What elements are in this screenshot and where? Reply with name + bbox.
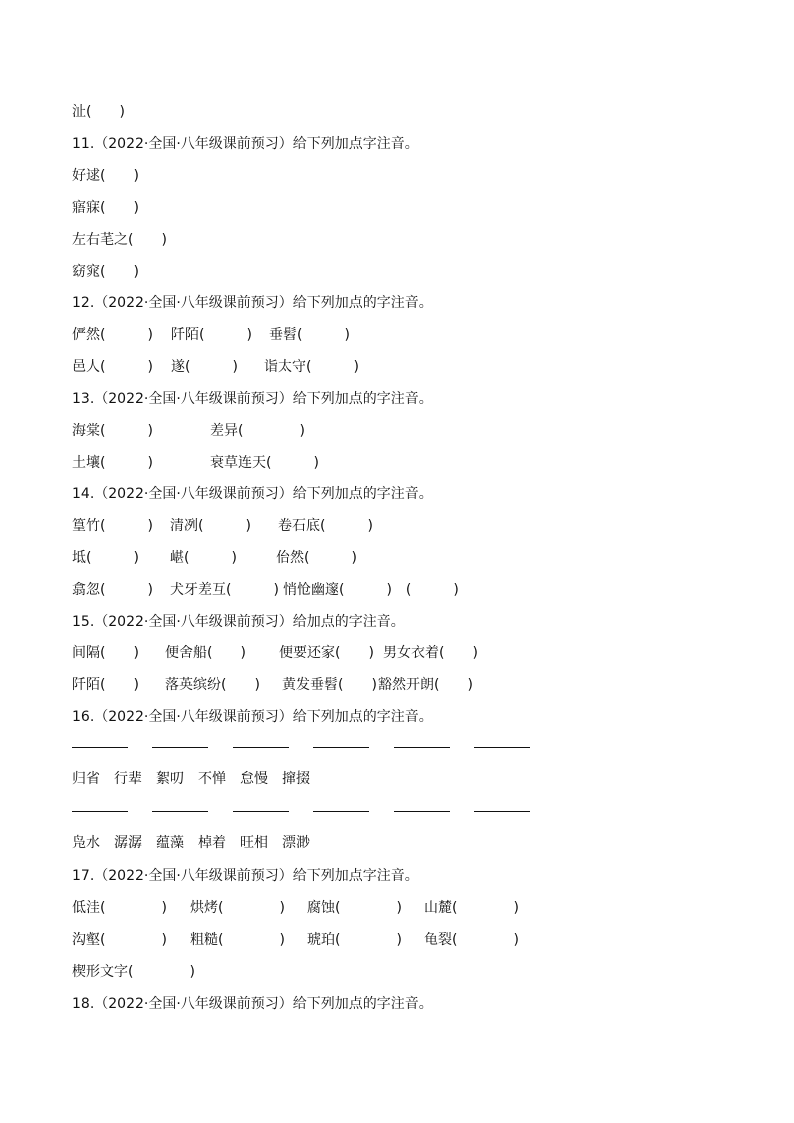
question-17 [72, 866, 419, 886]
word-row-1 [72, 769, 310, 789]
word-list: 归省 行辈 絮叨 不惮 怠慢 撺掇 [72, 771, 310, 787]
pinyin-item: 沟壑( ) [72, 932, 167, 948]
pinyin-item: 便要还家( ) [279, 645, 374, 661]
pinyin-item: 土壤( ) [72, 455, 153, 471]
question-heading: 17.（2022·全国·八年级课前预习）给下列加点字注音。 [72, 868, 419, 884]
answer-blank[interactable] [394, 811, 450, 812]
pinyin-item: 海棠( ) [72, 423, 153, 439]
answer-blank[interactable] [474, 811, 530, 812]
question-heading: 11.（2022·全国·八年级课前预习）给下列加点字注音。 [72, 136, 419, 152]
answer-blank[interactable] [72, 811, 128, 812]
answer-blank[interactable] [313, 747, 369, 748]
line-4 [72, 230, 167, 250]
pinyin-item: 烘烤( ) [190, 900, 285, 916]
answer-blank[interactable] [233, 747, 289, 748]
pinyin-item: 龟裂( ) [424, 932, 519, 948]
line-5 [72, 262, 139, 282]
text-line: 楔形文字( ) [72, 964, 195, 980]
line-8 [72, 357, 692, 377]
pinyin-item: 琥珀( ) [307, 932, 402, 948]
line-18 [72, 675, 712, 695]
text-line: 好逑( ) [72, 168, 139, 184]
pinyin-item: 清冽( ) [170, 518, 251, 534]
pinyin-item: 腐蚀( ) [307, 900, 402, 916]
line-11 [72, 453, 692, 473]
pinyin-item: 黄发垂髫( ) [282, 677, 377, 693]
text-line: 寤寐( ) [72, 200, 139, 216]
question-13 [72, 389, 433, 409]
pinyin-item: 低洼( ) [72, 900, 167, 916]
text-line: 左右芼之( ) [72, 232, 167, 248]
line-10 [72, 421, 692, 441]
pinyin-item: 男女衣着( ) [383, 645, 478, 661]
word-row-2 [72, 833, 310, 853]
pinyin-item: 嵁( ) [170, 550, 237, 566]
text-line: 窈窕( ) [72, 264, 139, 280]
line-14 [72, 548, 692, 568]
answer-blank[interactable] [72, 747, 128, 748]
pinyin-item: 阡陌( ) [72, 677, 139, 693]
pinyin-item: 悄怆幽邃( ) ( ) [283, 582, 459, 598]
line-17 [72, 643, 712, 663]
pinyin-item: 豁然开朗( ) [378, 677, 473, 693]
line-13 [72, 516, 692, 536]
answer-blank[interactable] [313, 811, 369, 812]
answer-blank[interactable] [394, 747, 450, 748]
question-heading: 14.（2022·全国·八年级课前预习）给下列加点的字注音。 [72, 486, 433, 502]
pinyin-item: 诣太守( ) [264, 359, 359, 375]
question-heading: 13.（2022·全国·八年级课前预习）给下列加点的字注音。 [72, 391, 433, 407]
pinyin-item: 衰草连天( ) [210, 455, 319, 471]
question-heading: 15.（2022·全国·八年级课前预习）给加点的字注音。 [72, 614, 405, 630]
pinyin-item: 佁然( ) [276, 550, 357, 566]
question-12 [72, 293, 433, 313]
pinyin-item: 俨然( ) [72, 327, 153, 343]
line-25 [72, 898, 712, 918]
blank-row-2 [72, 803, 542, 823]
line-2 [72, 166, 139, 186]
pinyin-item: 翕忽( ) [72, 582, 153, 598]
line-3 [72, 198, 139, 218]
line-26 [72, 930, 712, 950]
pinyin-item: 山麓( ) [424, 900, 519, 916]
line-27 [72, 962, 195, 982]
line-15 [72, 580, 692, 600]
question-16 [72, 707, 433, 727]
pinyin-item: 阡陌( ) [171, 327, 252, 343]
question-18 [72, 994, 433, 1014]
pinyin-item: 间隔( ) [72, 645, 139, 661]
question-15 [72, 612, 405, 632]
answer-blank[interactable] [474, 747, 530, 748]
question-11 [72, 134, 419, 154]
answer-blank[interactable] [233, 811, 289, 812]
text-line: 沚( ) [72, 104, 125, 120]
pinyin-item: 邑人( ) [72, 359, 153, 375]
line-0 [72, 102, 125, 122]
pinyin-item: 粗糙( ) [190, 932, 285, 948]
answer-blank[interactable] [152, 747, 208, 748]
pinyin-item: 遂( ) [171, 359, 238, 375]
pinyin-item: 差异( ) [210, 423, 305, 439]
question-heading: 18.（2022·全国·八年级课前预习）给下列加点的字注音。 [72, 996, 433, 1012]
blank-row-1 [72, 739, 542, 759]
answer-blank[interactable] [152, 811, 208, 812]
question-14 [72, 484, 433, 504]
question-heading: 12.（2022·全国·八年级课前预习）给下列加点的字注音。 [72, 295, 433, 311]
pinyin-item: 垂髫( ) [269, 327, 350, 343]
line-7 [72, 325, 692, 345]
pinyin-item: 犬牙差互( ) [170, 582, 279, 598]
word-list: 凫水 潺潺 蕴藻 棹着 旺相 漂渺 [72, 835, 310, 851]
pinyin-item: 篁竹( ) [72, 518, 153, 534]
question-heading: 16.（2022·全国·八年级课前预习）给下列加点的字注音。 [72, 709, 433, 725]
pinyin-item: 落英缤纷( ) [165, 677, 260, 693]
pinyin-item: 便舍船( ) [165, 645, 246, 661]
pinyin-item: 卷石底( ) [278, 518, 373, 534]
pinyin-item: 坻( ) [72, 550, 139, 566]
